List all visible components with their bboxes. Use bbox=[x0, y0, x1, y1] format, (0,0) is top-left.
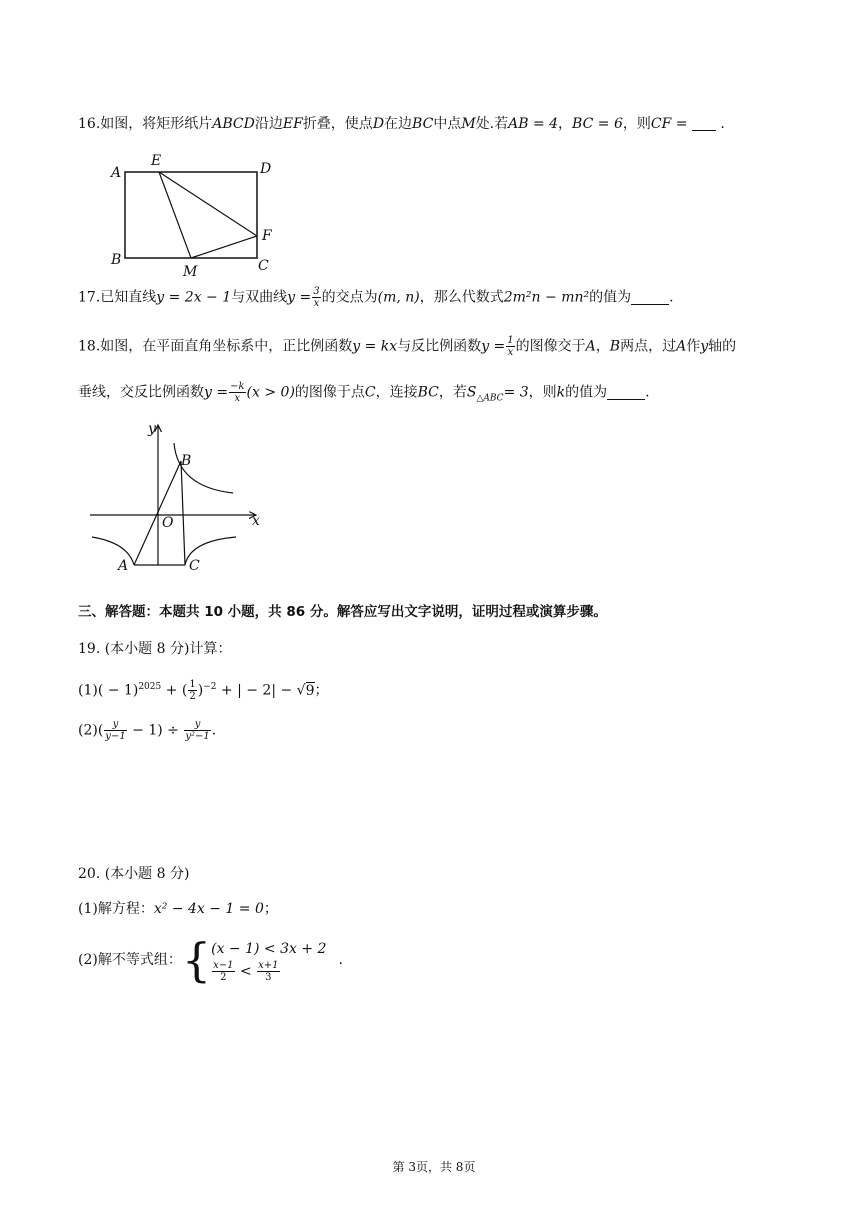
label-e: E bbox=[151, 153, 162, 169]
label-b: B bbox=[181, 453, 192, 469]
segment-bc bbox=[181, 461, 185, 565]
fraction: $\frac{y}{\text{y²−1}}$ bbox=[185, 719, 210, 742]
fraction: $\frac{3}{x}$ bbox=[313, 286, 320, 309]
q20-part1: (1)解方程：x² − 4x − 1 = 0； bbox=[78, 901, 278, 917]
q19-header: 19. (本小题 8 分)计算： bbox=[78, 641, 232, 657]
segment-mf bbox=[191, 236, 257, 258]
label-b: B bbox=[111, 252, 122, 268]
label-f: F bbox=[262, 228, 272, 244]
answer-blank bbox=[607, 385, 645, 400]
q19-part1: $(1)( - 1)^{2025}$ + ( $\frac{1}{2}$ )$^{-2}$ + | − 2| − √9； bbox=[78, 679, 329, 703]
q18-text-line1: 18.如图，在平面直角坐标系中，正比例函数y = kx与反比例函数y = $\frac{1}{x}$ 的图像交于A，B两点，过A作y轴的 bbox=[78, 335, 737, 358]
section-heading: 三、解答题：本题共 10 小题，共 86 分。解答应写出文字说明，证明过程或演算步骤。 bbox=[78, 604, 607, 620]
q19-part2: (2)( $\frac{y}{y-1}$ − 1) ÷ $\frac{y}{\text{y²−1}}$ . bbox=[78, 719, 217, 742]
label-a: A bbox=[118, 558, 129, 574]
label-y: y bbox=[148, 421, 156, 437]
fraction: $\frac{x+1}{3}$ bbox=[258, 959, 279, 983]
q20-part2: (2)解不等式组：{ (x − 1) < 3x + 2 $\frac{x-1}{2}$ < $\frac{x+1}{3}$ . bbox=[78, 933, 343, 987]
label-c: C bbox=[258, 258, 269, 274]
page-footer: 第 3页，共 8页 bbox=[392, 1160, 476, 1174]
answer-blank bbox=[692, 116, 716, 131]
figure-18-coordinate-graph bbox=[88, 415, 278, 580]
fraction: $\frac{1}{2}$ bbox=[189, 679, 196, 703]
q17-text: 17.已知直线y = 2x − 1与双曲线y = $\frac{3}{x}$ 的交点为(m, n)，那么代数式2m²n − mn²的值为 . bbox=[78, 286, 674, 309]
figure-16-rectangle-fold bbox=[105, 150, 285, 280]
label-c: C bbox=[189, 558, 200, 574]
label-x: x bbox=[252, 513, 260, 529]
label-m: M bbox=[183, 264, 198, 280]
answer-blank bbox=[631, 290, 669, 305]
fraction: $\frac{1}{x}$ bbox=[507, 335, 514, 358]
inequality-system: (x − 1) < 3x + 2 $\frac{x-1}{2}$ < $\frac{x+1}{3}$ bbox=[211, 940, 327, 983]
rectangle-abcd bbox=[125, 172, 257, 258]
q20-header: 20. (本小题 8 分) bbox=[78, 866, 190, 882]
label-o: O bbox=[162, 515, 174, 531]
label-a: A bbox=[111, 165, 122, 181]
sqrt-symbol: √ bbox=[296, 682, 306, 699]
q18-text-line2: 垂线，交反比例函数y = $\frac{-k}{x}$ (x > 0)的图像于点C，连接BC，若$S_{\triangle ABC}= 3$，则k的值为 . bbox=[78, 381, 650, 404]
fraction: $\frac{-k}{x}$ bbox=[230, 381, 245, 404]
segment-em bbox=[159, 172, 191, 258]
left-brace: { bbox=[181, 933, 212, 987]
segment-ef bbox=[159, 172, 257, 236]
fraction: $\frac{y}{y-1}$ bbox=[105, 719, 126, 742]
q16-text: 16.如图，将矩形纸片ABCD沿边EF折叠，使点D在边BC中点M处.若AB = 4，BC = 6，则CF = . bbox=[78, 116, 725, 132]
fraction: $\frac{x-1}{2}$ bbox=[213, 959, 234, 983]
label-d: D bbox=[260, 161, 272, 177]
